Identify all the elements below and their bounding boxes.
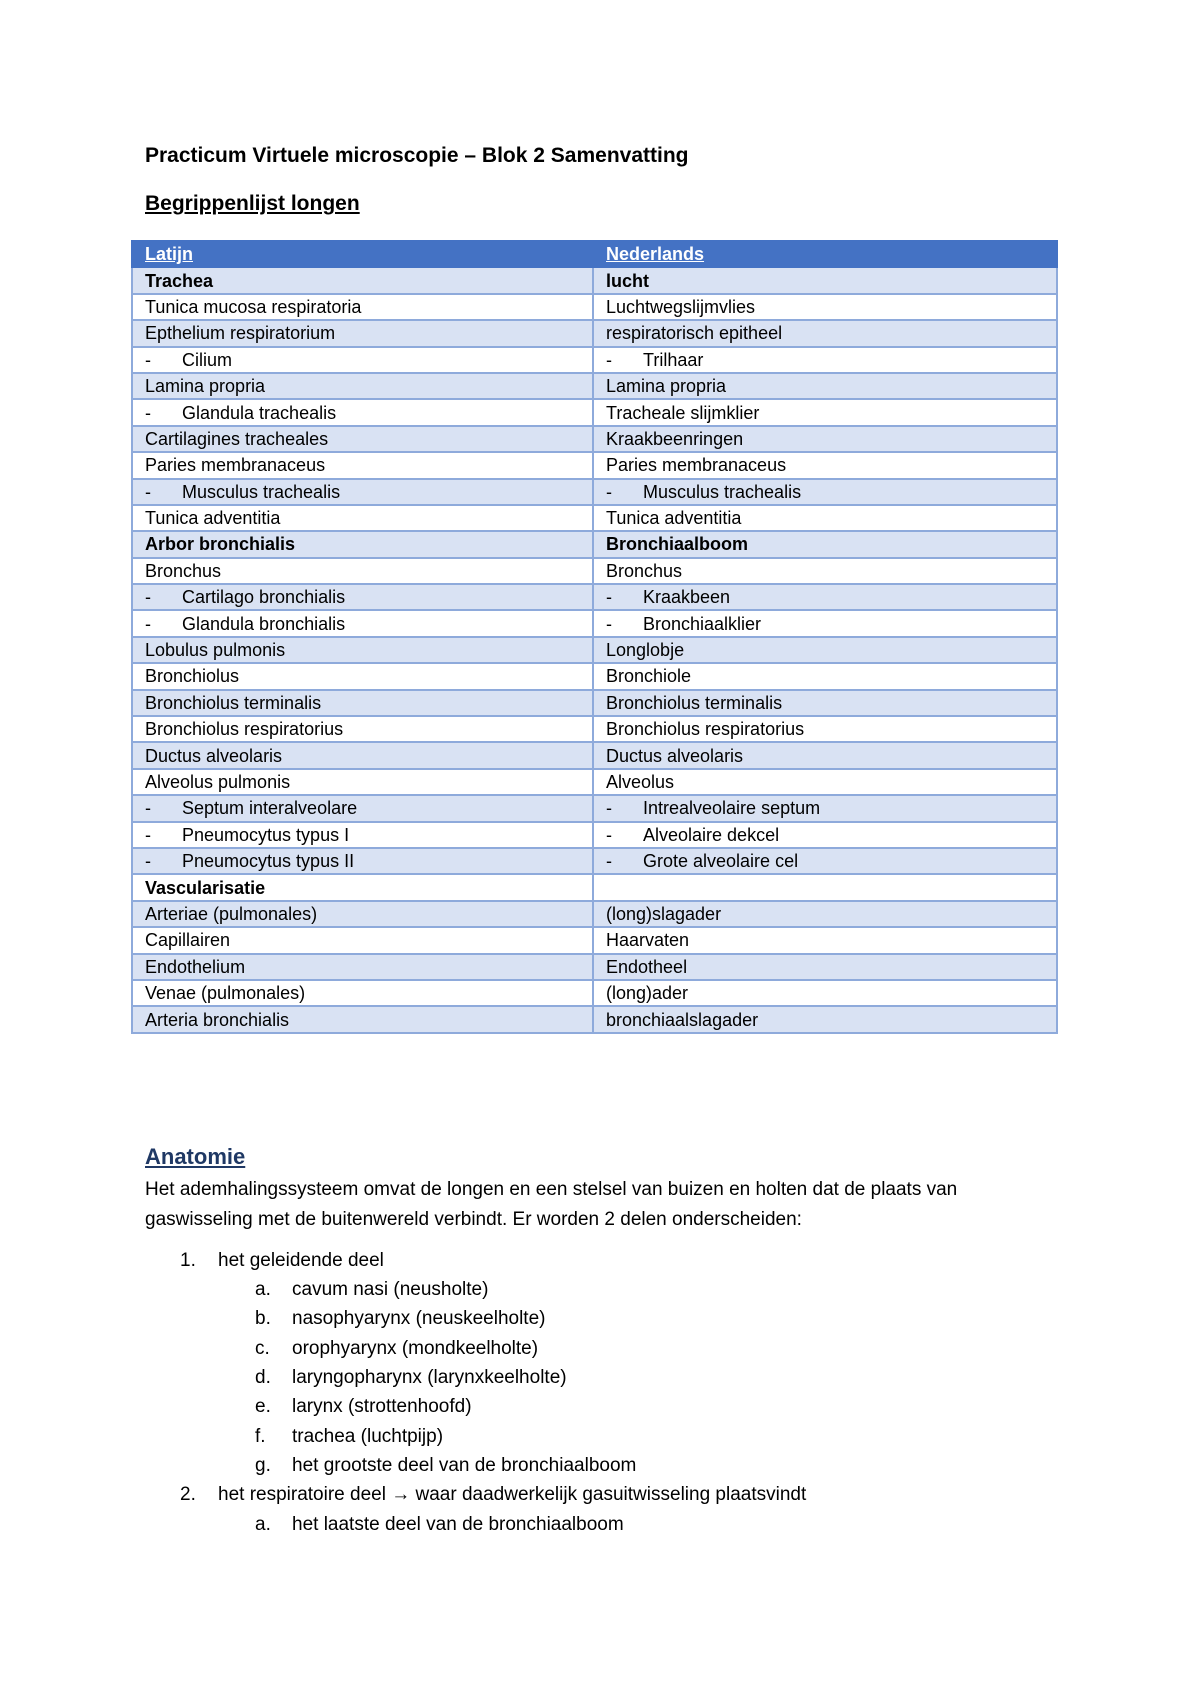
table-row xyxy=(132,505,1057,531)
cell-latin-text: Capillairen xyxy=(145,930,231,951)
cell-latin-text: Pneumocytus typus I xyxy=(182,824,350,845)
cell-latin xyxy=(132,690,593,716)
list-text: orophyarynx (mondkeelholte) xyxy=(292,1338,539,1359)
cell-latin xyxy=(132,822,593,848)
list-dash: - xyxy=(606,798,612,819)
table-row xyxy=(132,954,1057,980)
cell-dutch xyxy=(593,267,1057,293)
cell-latin-text: Epthelium respiratorium xyxy=(145,323,336,344)
anatomie-heading: Anatomie xyxy=(145,1144,246,1169)
cell-latin xyxy=(132,452,593,478)
cell-dutch-text: Grote alveolaire cel xyxy=(643,851,799,872)
cell-dutch xyxy=(593,663,1057,689)
list-marker: b. xyxy=(255,1308,271,1329)
cell-latin xyxy=(132,294,593,320)
list-text: cavum nasi (neusholte) xyxy=(292,1279,489,1300)
table-row xyxy=(132,980,1057,1006)
list-marker: a. xyxy=(255,1279,271,1300)
cell-latin-text: Septum interalveolare xyxy=(182,798,358,819)
table-row xyxy=(132,663,1057,689)
table-row xyxy=(132,558,1057,584)
cell-dutch xyxy=(593,373,1057,399)
cell-latin-text: Pneumocytus typus II xyxy=(182,851,355,872)
table-row xyxy=(132,1006,1057,1032)
cell-dutch xyxy=(593,769,1057,795)
cell-latin xyxy=(132,558,593,584)
list-dash: - xyxy=(145,613,151,634)
cell-latin xyxy=(132,769,593,795)
cell-dutch-text: Tracheale slijmklier xyxy=(606,402,760,423)
cell-latin xyxy=(132,320,593,346)
cell-dutch-text: Kraakbeenringen xyxy=(606,428,744,449)
table-row xyxy=(132,452,1057,478)
cell-dutch-text: Musculus trachealis xyxy=(643,481,802,502)
table-row xyxy=(132,637,1057,663)
cell-dutch-text: Bronchiolus respiratorius xyxy=(606,719,805,740)
cell-dutch-text: Tunica adventitia xyxy=(606,508,742,529)
cell-dutch xyxy=(593,610,1057,636)
cell-dutch-text: Bronchiaalboom xyxy=(606,534,749,555)
cell-dutch-text: Lamina propria xyxy=(606,376,727,397)
table-row xyxy=(132,347,1057,373)
list-text: trachea (luchtpijp) xyxy=(292,1426,444,1447)
cell-dutch-text: (long)slagader xyxy=(606,903,722,924)
cell-dutch xyxy=(593,980,1057,1006)
table-row xyxy=(132,690,1057,716)
cell-latin xyxy=(132,479,593,505)
cell-dutch-text: Bronchiaalklier xyxy=(643,613,762,634)
cell-latin xyxy=(132,795,593,821)
cell-dutch xyxy=(593,637,1057,663)
list-marker: c. xyxy=(255,1338,270,1359)
list-text xyxy=(218,1484,806,1506)
cell-latin xyxy=(132,610,593,636)
cell-dutch-text: Ductus alveolaris xyxy=(606,745,744,766)
list-dash: - xyxy=(606,851,612,872)
table-row xyxy=(132,795,1057,821)
table-row xyxy=(132,822,1057,848)
table-row xyxy=(132,716,1057,742)
cell-latin xyxy=(132,1006,593,1032)
intro-line-1: Het ademhalingssysteem omvat de longen en een stelsel van buizen en holten dat de plaats van xyxy=(145,1179,958,1200)
table-row xyxy=(132,531,1057,557)
list-marker: g. xyxy=(255,1455,271,1476)
cell-dutch xyxy=(593,848,1057,874)
cell-latin-text: Trachea xyxy=(145,270,214,291)
cell-dutch xyxy=(593,954,1057,980)
cell-dutch xyxy=(593,874,1057,900)
cell-latin xyxy=(132,901,593,927)
table-row xyxy=(132,927,1057,953)
respiratory-part-label: het respiratoire deel xyxy=(218,1484,386,1505)
cell-dutch-text: Alveolus xyxy=(606,772,675,792)
list-marker: f. xyxy=(255,1426,266,1447)
table-header-row xyxy=(132,241,1057,267)
list-dash: - xyxy=(145,798,151,819)
cell-latin xyxy=(132,848,593,874)
table-row xyxy=(132,320,1057,346)
cell-dutch xyxy=(593,822,1057,848)
list-text: het laatste deel van de bronchiaalboom xyxy=(292,1514,624,1535)
list-marker: a. xyxy=(255,1514,271,1535)
cell-latin-text: Arteria bronchialis xyxy=(145,1009,290,1030)
list-dash: - xyxy=(145,402,151,423)
glossary-body xyxy=(132,267,1057,1032)
table-row xyxy=(132,610,1057,636)
cell-latin xyxy=(132,980,593,1006)
cell-dutch xyxy=(593,531,1057,557)
cell-latin-text: Glandula bronchialis xyxy=(182,613,346,634)
table-row xyxy=(132,901,1057,927)
list-marker: e. xyxy=(255,1396,271,1417)
list-dash: - xyxy=(606,613,612,634)
list-dash: - xyxy=(606,824,612,845)
cell-latin xyxy=(132,954,593,980)
cell-latin xyxy=(132,347,593,373)
list-dash: - xyxy=(145,481,151,502)
table-row xyxy=(132,769,1057,795)
list-text: het grootste deel van de bronchiaalboom xyxy=(292,1455,637,1476)
cell-latin-text: Musculus trachealis xyxy=(182,481,341,502)
cell-latin-text: Endothelium xyxy=(145,956,246,977)
cell-dutch-text: Alveolaire dekcel xyxy=(643,824,780,845)
list-marker: 1. xyxy=(180,1250,196,1271)
cell-latin-text: Vascularisatie xyxy=(145,877,266,898)
cell-latin-text: Cartilago bronchialis xyxy=(182,587,346,608)
table-row xyxy=(132,479,1057,505)
cell-latin-text: Bronchiolus xyxy=(145,666,240,687)
column-header-dutch: Nederlands xyxy=(593,241,1057,267)
anatomie-intro xyxy=(145,1175,1045,1235)
cell-latin-text: Tunica mucosa respiratoria xyxy=(145,296,362,317)
list-text: larynx (strottenhoofd) xyxy=(292,1396,472,1417)
cell-dutch xyxy=(593,690,1057,716)
cell-dutch xyxy=(593,320,1057,346)
cell-dutch xyxy=(593,479,1057,505)
cell-dutch-text: Paries membranaceus xyxy=(606,455,787,476)
cell-dutch xyxy=(593,558,1057,584)
cell-latin xyxy=(132,373,593,399)
cell-latin-text: Bronchiolus terminalis xyxy=(145,692,322,713)
list-dash: - xyxy=(145,587,151,608)
cell-dutch-text: Luchtwegslijmvlies xyxy=(606,296,756,317)
cell-dutch-text: Kraakbeen xyxy=(643,587,731,608)
cell-dutch xyxy=(593,294,1057,320)
cell-latin-text: Arbor bronchialis xyxy=(145,534,296,555)
list-marker: d. xyxy=(255,1367,271,1388)
cell-latin-text: Paries membranaceus xyxy=(145,455,326,476)
respiratory-part-description: waar daadwerkelijk gasuitwisseling plaatsvindt xyxy=(415,1484,807,1505)
cell-dutch-text: Endotheel xyxy=(606,956,688,977)
list-dash: - xyxy=(145,824,151,845)
cell-latin-text: Bronchus xyxy=(145,560,222,581)
list-text: laryngopharynx (larynxkeelholte) xyxy=(292,1367,567,1388)
cell-dutch-text: bronchiaalslagader xyxy=(606,1009,759,1030)
cell-dutch xyxy=(593,795,1057,821)
cell-latin xyxy=(132,531,593,557)
cell-latin xyxy=(132,874,593,900)
cell-dutch-text: Bronchus xyxy=(606,560,683,581)
cell-dutch-text: Intrealveolaire septum xyxy=(643,798,821,819)
cell-dutch xyxy=(593,927,1057,953)
cell-latin xyxy=(132,927,593,953)
cell-latin-text: Lobulus pulmonis xyxy=(145,640,286,661)
cell-latin xyxy=(132,505,593,531)
cell-dutch xyxy=(593,505,1057,531)
cell-latin-text: Tunica adventitia xyxy=(145,508,281,529)
table-row xyxy=(132,848,1057,874)
cell-dutch-text: (long)ader xyxy=(606,983,689,1004)
column-header-latin: Latijn xyxy=(132,241,593,267)
cell-latin xyxy=(132,267,593,293)
list-dash: - xyxy=(606,587,612,608)
cell-dutch-text: Haarvaten xyxy=(606,930,690,951)
cell-latin-text: Cartilagines tracheales xyxy=(145,428,329,449)
arrow-right-icon: → xyxy=(391,1484,411,1505)
list-text: het geleidende deel xyxy=(218,1250,384,1271)
cell-latin-text: Venae (pulmonales) xyxy=(145,983,306,1004)
cell-latin xyxy=(132,399,593,425)
cell-latin xyxy=(132,426,593,452)
glossary-table xyxy=(131,240,1058,1034)
cell-dutch xyxy=(593,584,1057,610)
intro-line-2: gaswisseling met de buitenwereld verbindt. Er worden 2 delen onderscheiden: xyxy=(145,1209,802,1230)
table-row xyxy=(132,742,1057,768)
cell-dutch-text: Bronchiole xyxy=(606,666,692,687)
cell-dutch-text: Longlobje xyxy=(606,640,685,661)
cell-latin xyxy=(132,716,593,742)
cell-dutch-text: respiratorisch epitheel xyxy=(606,323,783,344)
cell-dutch xyxy=(593,399,1057,425)
cell-latin xyxy=(132,584,593,610)
table-row xyxy=(132,426,1057,452)
cell-latin-text: Glandula trachealis xyxy=(182,402,337,423)
list-dash: - xyxy=(606,481,612,502)
cell-latin-text: Arteriae (pulmonales) xyxy=(145,903,318,924)
cell-dutch xyxy=(593,426,1057,452)
list-dash: - xyxy=(606,349,612,370)
table-row xyxy=(132,267,1057,293)
cell-dutch xyxy=(593,452,1057,478)
page-title: Practicum Virtuele microscopie – Blok 2 Samenvatting xyxy=(145,144,689,167)
cell-dutch xyxy=(593,1006,1057,1032)
cell-dutch xyxy=(593,347,1057,373)
cell-latin-text: Bronchiolus respiratorius xyxy=(145,719,344,740)
cell-latin xyxy=(132,742,593,768)
cell-dutch-text: lucht xyxy=(606,270,649,291)
glossary-heading: Begrippenlijst longen xyxy=(145,192,360,215)
cell-latin-text: Ductus alveolaris xyxy=(145,745,283,766)
cell-latin xyxy=(132,637,593,663)
cell-dutch xyxy=(593,901,1057,927)
cell-dutch-text: Trilhaar xyxy=(643,349,704,370)
table-row xyxy=(132,294,1057,320)
cell-dutch xyxy=(593,742,1057,768)
list-text: nasophyarynx (neuskeelholte) xyxy=(292,1308,546,1329)
table-row xyxy=(132,399,1057,425)
cell-latin-text: Cilium xyxy=(182,349,233,370)
cell-latin xyxy=(132,663,593,689)
list-dash: - xyxy=(145,851,151,872)
cell-latin-text: Lamina propria xyxy=(145,376,266,397)
cell-latin-text: Alveolus pulmonis xyxy=(145,772,291,792)
cell-dutch-text: Bronchiolus terminalis xyxy=(606,692,783,713)
cell-dutch xyxy=(593,716,1057,742)
table-row xyxy=(132,584,1057,610)
list-marker: 2. xyxy=(180,1484,196,1505)
list-dash: - xyxy=(145,349,151,370)
table-row xyxy=(132,874,1057,900)
table-row xyxy=(132,373,1057,399)
